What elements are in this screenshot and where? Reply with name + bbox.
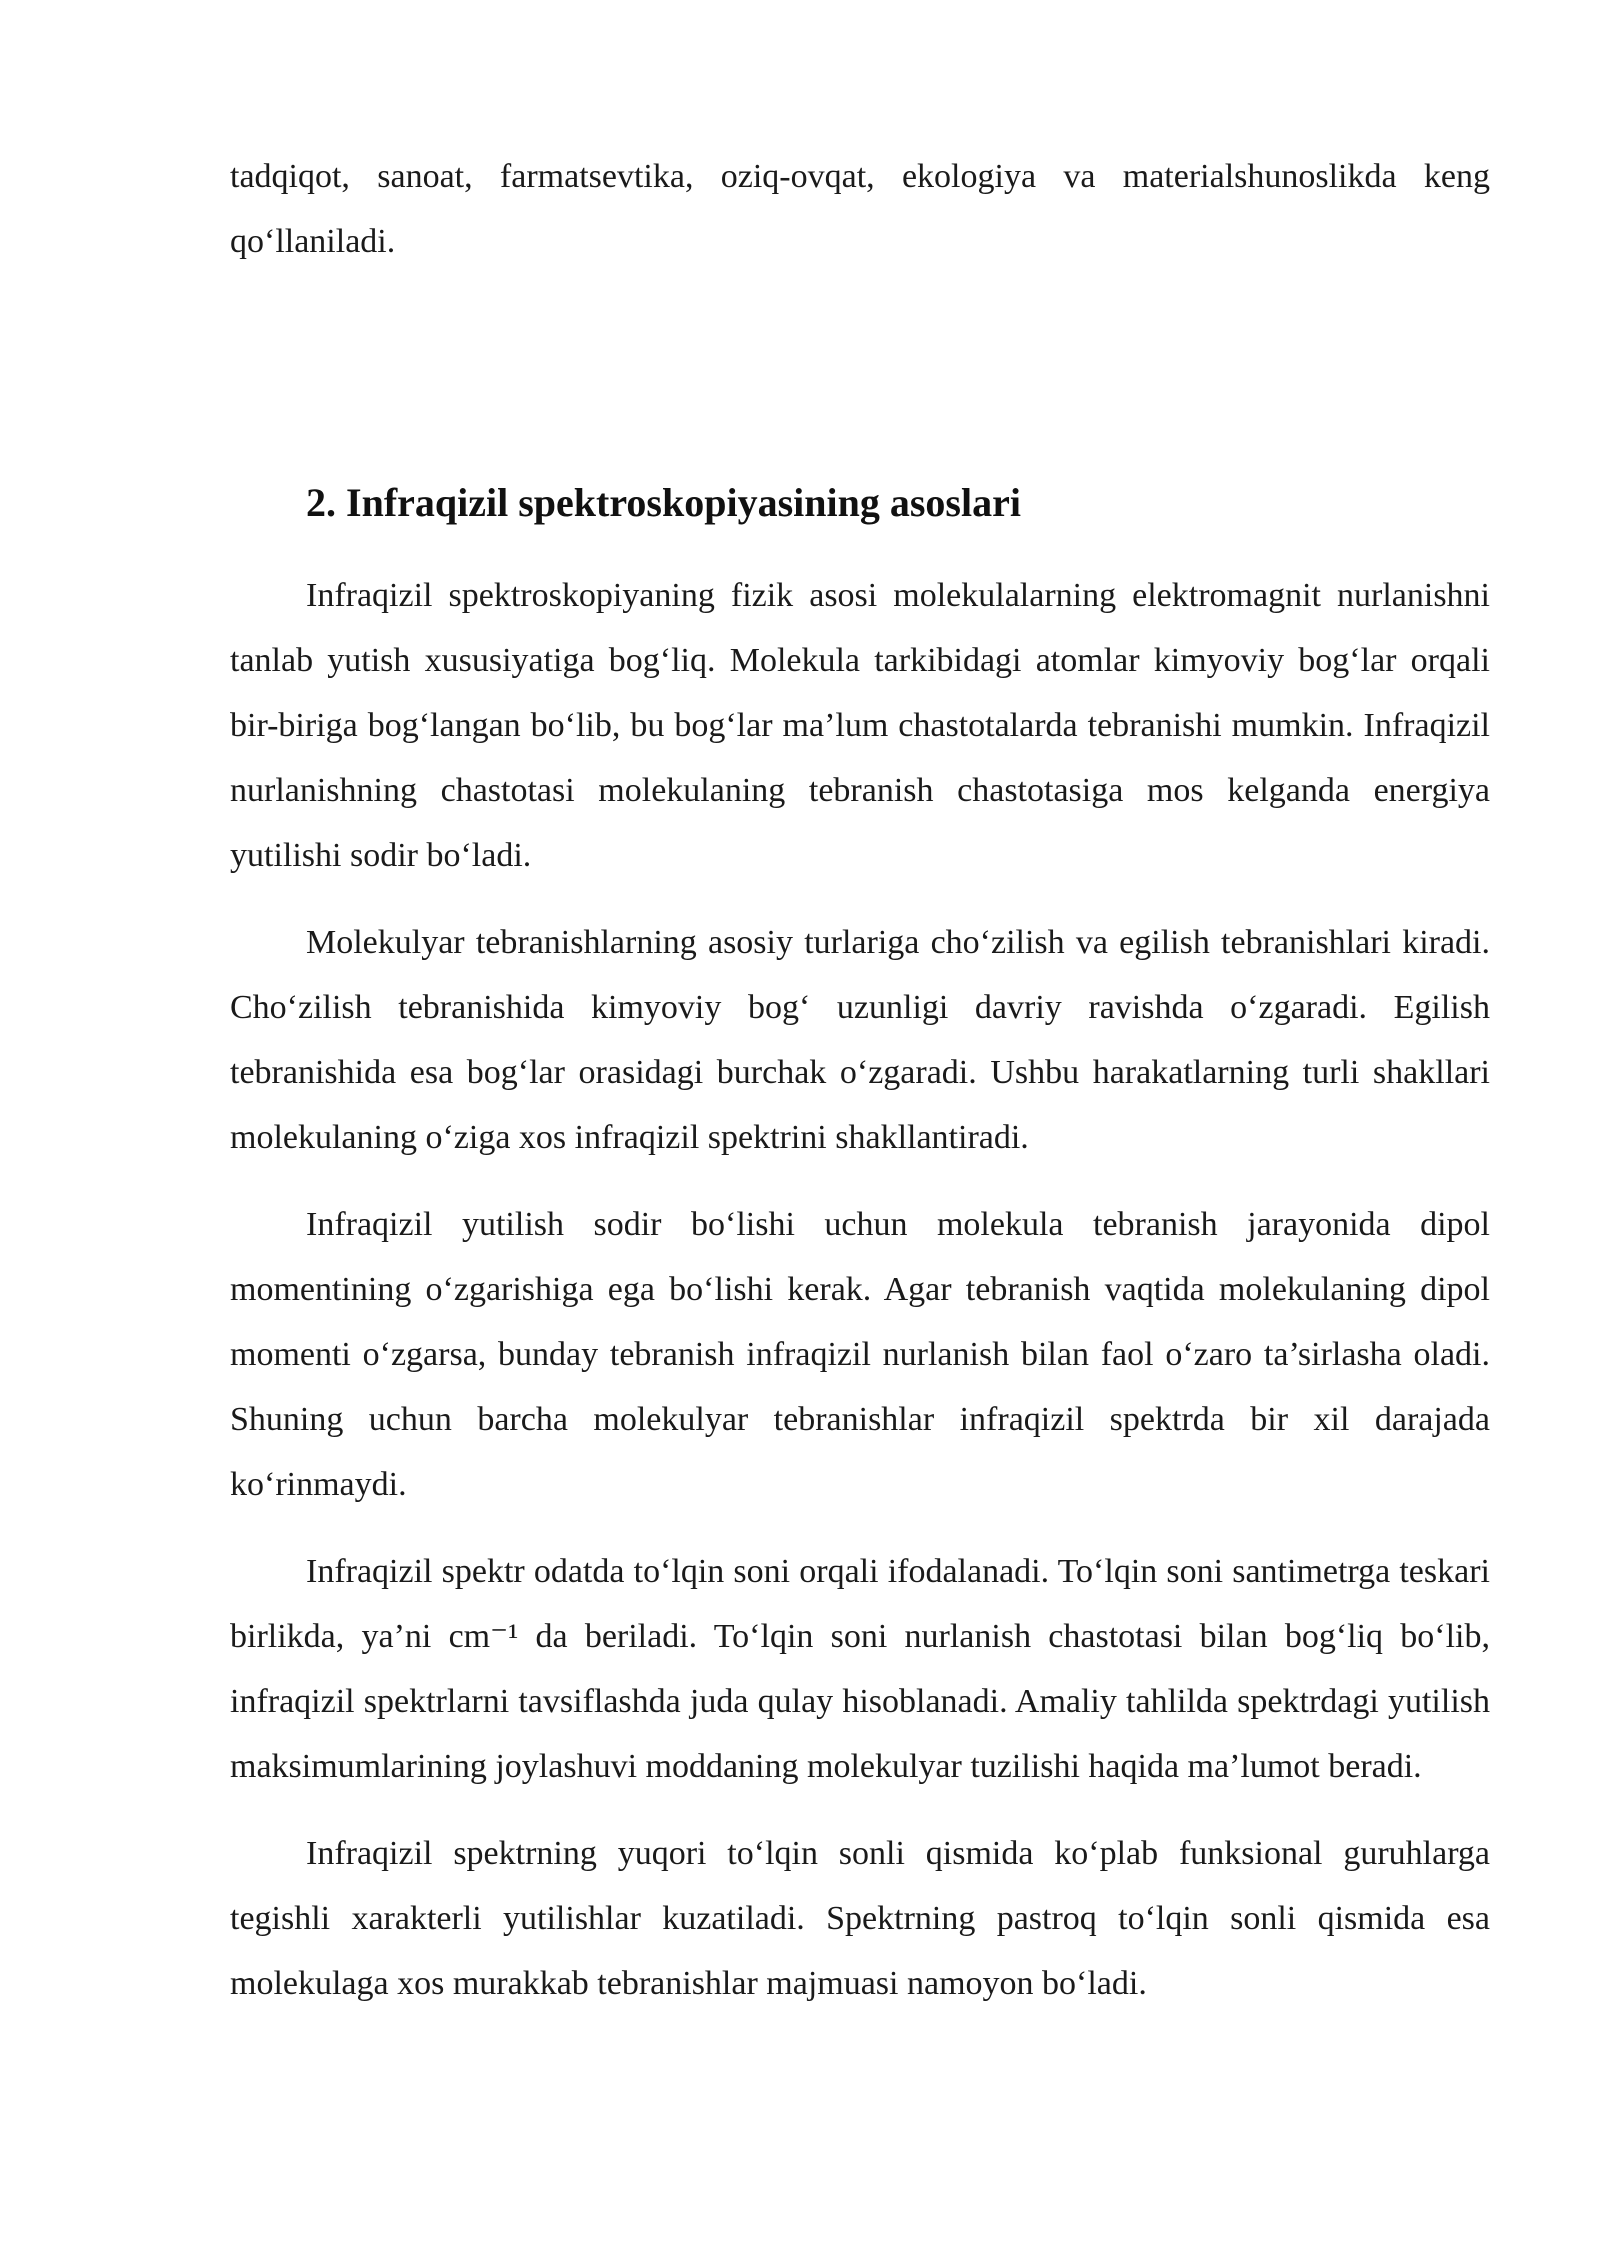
paragraph-dipole-moment: Infraqizil yutilish sodir bo‘lishi uchun molekula tebranish jarayonida dipol momentining o‘zgarishiga ega bo‘lishi kerak. Agar tebranish vaqtida molekulaning dipol momenti o‘zgarsa, bunday tebranish infraqizil nurlanish bilan faol o‘zaro ta’sirlasha oladi. Shuning uchun barcha molekulyar tebranishlar infraqizil spektrda bir xil darajada ko‘rinmaydi. (230, 1206, 1490, 1503)
paragraph-vibration-types: Molekulyar tebranishlarning asosiy turlariga cho‘zilish va egilish tebranishlari kiradi. Cho‘zilish tebranishida kimyoviy bog‘ uzunligi davriy ravishda o‘zgaradi. Egilish tebranishida esa bog‘lar orasidagi burchak o‘zgaradi. Ushbu harakatlarning turli shakllari molekulaning o‘ziga xos infraqizil spektrini shakllantiradi. (230, 924, 1490, 1156)
paragraph-physical-basis: Infraqizil spektroskopiyaning fizik asosi molekulalarning elektromagnit nurlanishni tanlab yutish xususiyatiga bog‘liq. Molekula tarkibidagi atomlar kimyoviy bog‘lar orqali bir-biriga bog‘langan bo‘lib, bu bog‘lar ma’lum chastotalarda tebranishi mumkin. Infraqizil nurlanishning chastotasi molekulaning tebranish chastotasiga mos kelganda energiya yutilishi sodir bo‘ladi. (230, 577, 1490, 874)
paragraph-spectrum-regions: Infraqizil spektrning yuqori to‘lqin sonli qismida ko‘plab funksional guruhlarga tegishli xarakterli yutilishlar kuzatiladi. Spektrning pastroq to‘lqin sonli qismida esa molekulaga xos murakkab tebranishlar majmuasi namoyon bo‘ladi. (230, 1835, 1490, 2002)
continuation-paragraph-block (230, 144, 1490, 274)
paragraph-wavenumber: Infraqizil spektr odatda to‘lqin soni orqali ifodalanadi. To‘lqin soni santimetrga teskari birlikda, ya’ni cm⁻¹ da beriladi. To‘lqin soni nurlanish chastotasi bilan bog‘liq bo‘lib, infraqizil spektrlarni tavsiflashda juda qulay hisoblanadi. Amaliy tahlilda spektrdagi yutilish maksimumlarining joylashuvi moddaning molekulyar tuzilishi haqida ma’lumot beradi. (230, 1553, 1490, 1785)
continuation-paragraph: tadqiqot, sanoat, farmatsevtika, oziq-ovqat, ekologiya va materialshunoslikda keng qo‘llaniladi. (230, 158, 1490, 260)
section-infrared-basics (230, 470, 1490, 2038)
section-heading: 2. Infraqizil spektroskopiyasining asoslari (306, 480, 1021, 525)
